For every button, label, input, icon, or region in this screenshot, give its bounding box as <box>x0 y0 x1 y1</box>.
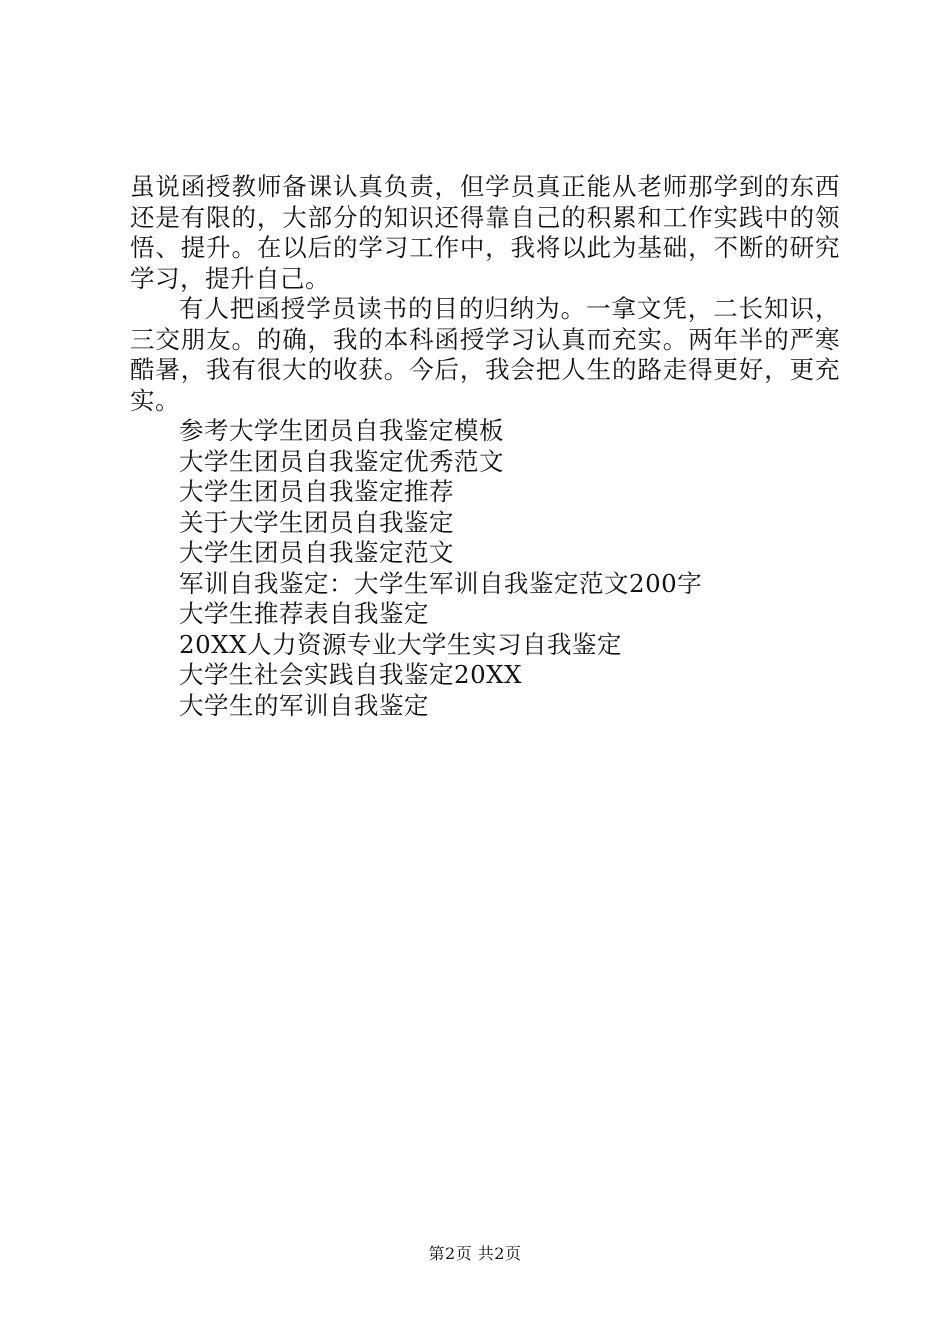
related-link-7[interactable]: 大学生推荐表自我鉴定 <box>179 599 429 628</box>
document-body <box>130 172 840 721</box>
related-link-6[interactable]: 军训自我鉴定：大学生军训自我鉴定范文200字 <box>179 568 703 598</box>
related-link-8[interactable]: 20XX人力资源专业大学生实习自我鉴定 <box>179 629 623 659</box>
body-paragraph-1: 虽说函授教师备课认真负责，但学员真正能从老师那学到的东西还是有限的，大部分的知识还得靠自己的积累和工作实践中的领悟、提升。在以后的学习工作中，我将以此为基础，不断的研究学习，提升自己。 <box>130 172 840 293</box>
related-link-2[interactable]: 大学生团员自我鉴定优秀范文 <box>179 446 504 476</box>
related-links-list <box>130 416 840 721</box>
related-link-5[interactable]: 大学生团员自我鉴定范文 <box>179 538 454 567</box>
related-link-10[interactable]: 大学生的军训自我鉴定 <box>179 690 429 720</box>
related-link-1[interactable]: 参考大学生团员自我鉴定模板 <box>179 416 504 445</box>
related-link-4[interactable]: 关于大学生团员自我鉴定 <box>179 507 454 537</box>
body-paragraph-2: 有人把函授学员读书的目的归纳为。一拿文凭，二长知识，三交朋友。的确，我的本科函授学习认真而充实。两年半的严寒酷暑，我有很大的收获。今后，我会把人生的路走得更好，更充实。 <box>130 294 840 415</box>
related-link-9[interactable]: 大学生社会实践自我鉴定20XX <box>179 660 523 689</box>
related-link-3[interactable]: 大学生团员自我鉴定推荐 <box>179 477 454 506</box>
page-number-footer: 第2页 共2页 <box>428 1244 522 1263</box>
